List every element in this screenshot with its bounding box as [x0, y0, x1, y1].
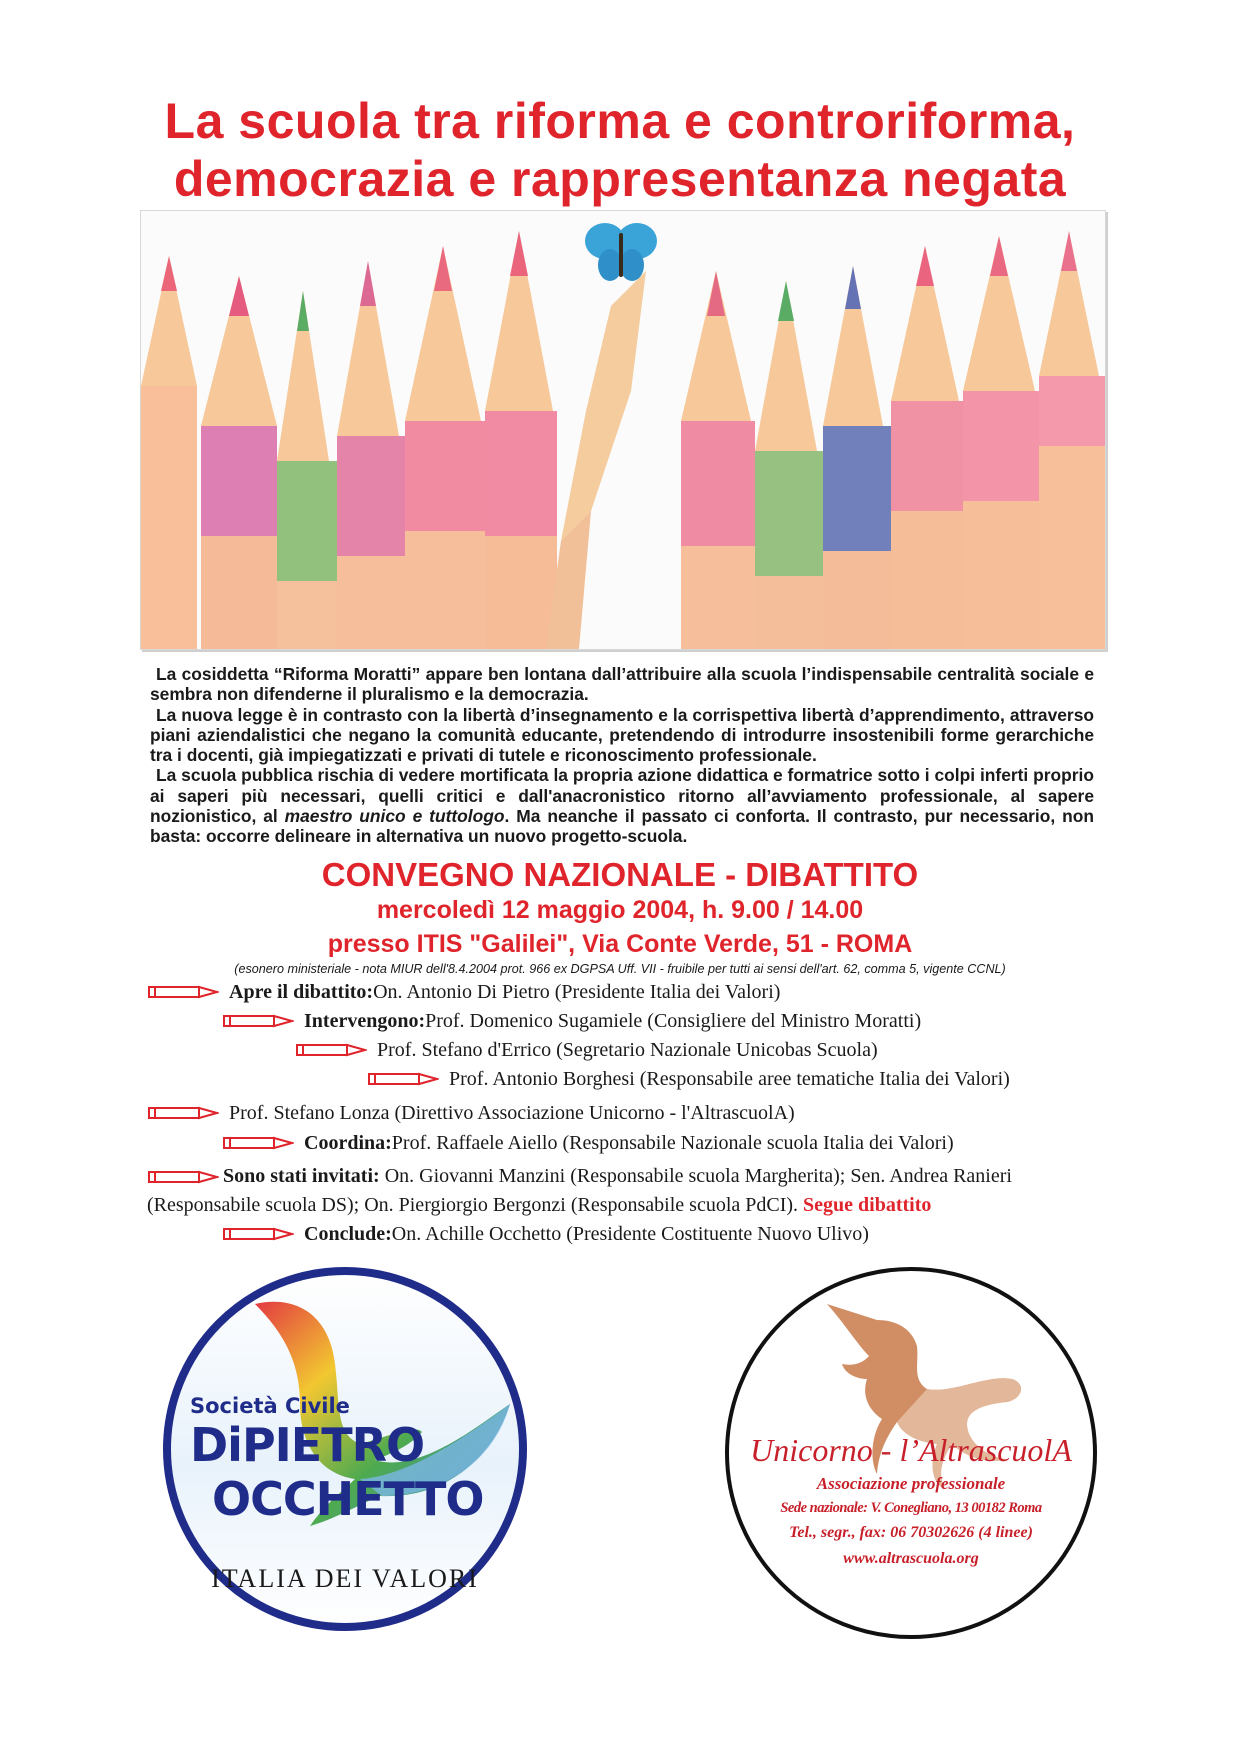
unicorno-phone: Tel., segr., fax: 06 70302626 (4 linee) — [789, 1524, 1033, 1541]
pencil-bullet-icon — [222, 1013, 294, 1029]
colored-pencils-illustration — [140, 210, 1106, 650]
pencil-bullet-icon — [147, 1169, 219, 1185]
italia-dei-valori-logo — [160, 1264, 530, 1639]
logo-left-line1: Società Civile — [190, 1394, 350, 1418]
program-speaker-4: Prof. Stefano Lonza (Direttivo Associazione Unicorno - l'AltrascuolA) — [147, 1101, 795, 1125]
program-invited: Sono stati invitati: On. Giovanni Manzini (Responsabile scuola Margherita); Sen. Andrea Ranieri (Responsabile scuola DS); On. Piergiorgio Bergonzi (Responsabile scuola PdCI). Segue dibattito — [147, 1165, 1012, 1216]
pencil-bullet-icon — [147, 984, 219, 1000]
unicorno-subtitle: Associazione professionale — [816, 1474, 1006, 1493]
paragraph-3: La scuola pubblica rischia di vedere mortificata la propria azione didattica e formatrice sotto i colpi inferti proprio ai saperi più necessari, quelli critici e dall'anacronistico ritorno all’avviamento professionale, al sapere nozionistico, al maestro unico e tuttologo. Ma neanche il passato ci conforta. Il contrasto, pur necessario, non basta: occorre delineare in alternativa un nuovo progetto-scuola. — [150, 765, 1094, 847]
follow-up-debate: Segue dibattito — [803, 1194, 932, 1216]
event-date: mercoledì 12 maggio 2004, h. 9.00 / 14.00 — [376, 896, 864, 924]
paragraph-2: La nuova legge è in contrasto con la libertà d’insegnamento e la corrispettiva libertà d’apprendimento, attraverso piani aziendalistici che negano la comunità educante, pretendendo di introdurre insostenibili forme gerarchiche tra i docenti, già impiegatizzati e privati di tutele e riconoscimento professionale. — [150, 704, 1094, 766]
page-title — [0, 92, 1240, 208]
colored-pencils-icon — [141, 211, 1105, 649]
logo-left-line2: DiPIETRO — [190, 1418, 425, 1472]
program-speakers: Intervengono: Prof. Domenico Sugamiele (Consigliere del Ministro Moratti) — [222, 1009, 921, 1033]
program-speaker-3: Prof. Antonio Borghesi (Responsabile aree tematiche Italia dei Valori) — [367, 1067, 1010, 1091]
program-coordinator: Coordina: Prof. Raffaele Aiello (Responsabile Nazionale scuola Italia dei Valori) — [222, 1131, 954, 1155]
pencil-bullet-icon — [222, 1226, 294, 1242]
title-line-2: democrazia e rappresentanza negata — [173, 151, 1067, 207]
program-speaker-2: Prof. Stefano d'Errico (Segretario Nazionale Unicobas Scuola) — [295, 1038, 878, 1062]
emphasis-text: maestro unico e tuttologo — [284, 806, 505, 827]
unicorno-website: www.altrascuola.org — [843, 1550, 979, 1567]
program-conclusion: Conclude: On. Achille Occhetto (Presidente Costituente Nuovo Ulivo) — [222, 1222, 869, 1246]
paragraph-1: La cosiddetta “Riforma Moratti” appare ben lontana dall’attribuire alla scuola l’indispensabile centralità sociale e sembra non difenderne il pluralismo e la democrazia. — [150, 664, 1094, 705]
butterfly-icon — [585, 223, 657, 281]
unicorno-address: Sede nazionale: V. Conegliano, 13 00182 Roma — [780, 1500, 1042, 1516]
logo-left-line3: OCCHETTO — [212, 1472, 484, 1526]
title-line-1: La scuola tra riforma e controriforma, — [164, 93, 1076, 149]
pencil-bullet-icon — [367, 1071, 439, 1087]
exemption-note: (esonero ministeriale - nota MIUR dell'8.4.2004 prot. 966 ex DGPSA Uff. VII - fruibile per tutti ai sensi dell'art. 62, comma 5, vigente CCNL) — [234, 962, 1006, 976]
logo-left-arc: ITALIA DEI VALORI — [211, 1564, 479, 1593]
event-title: CONVEGNO NAZIONALE - DIBATTITO — [321, 856, 919, 893]
pencil-bullet-icon — [222, 1135, 294, 1151]
pencil-bullet-icon — [295, 1042, 367, 1058]
event-place: presso ITIS "Galilei", Via Conte Verde, 51 - ROMA — [327, 930, 913, 958]
intro-text — [150, 664, 1094, 847]
unicorno-name: Unicorno - l’AltrascuolA — [750, 1432, 1072, 1468]
program-opening: Apre il dibattito: On. Antonio Di Pietro (Presidente Italia dei Valori) — [147, 980, 780, 1004]
pencil-bullet-icon — [147, 1105, 219, 1121]
